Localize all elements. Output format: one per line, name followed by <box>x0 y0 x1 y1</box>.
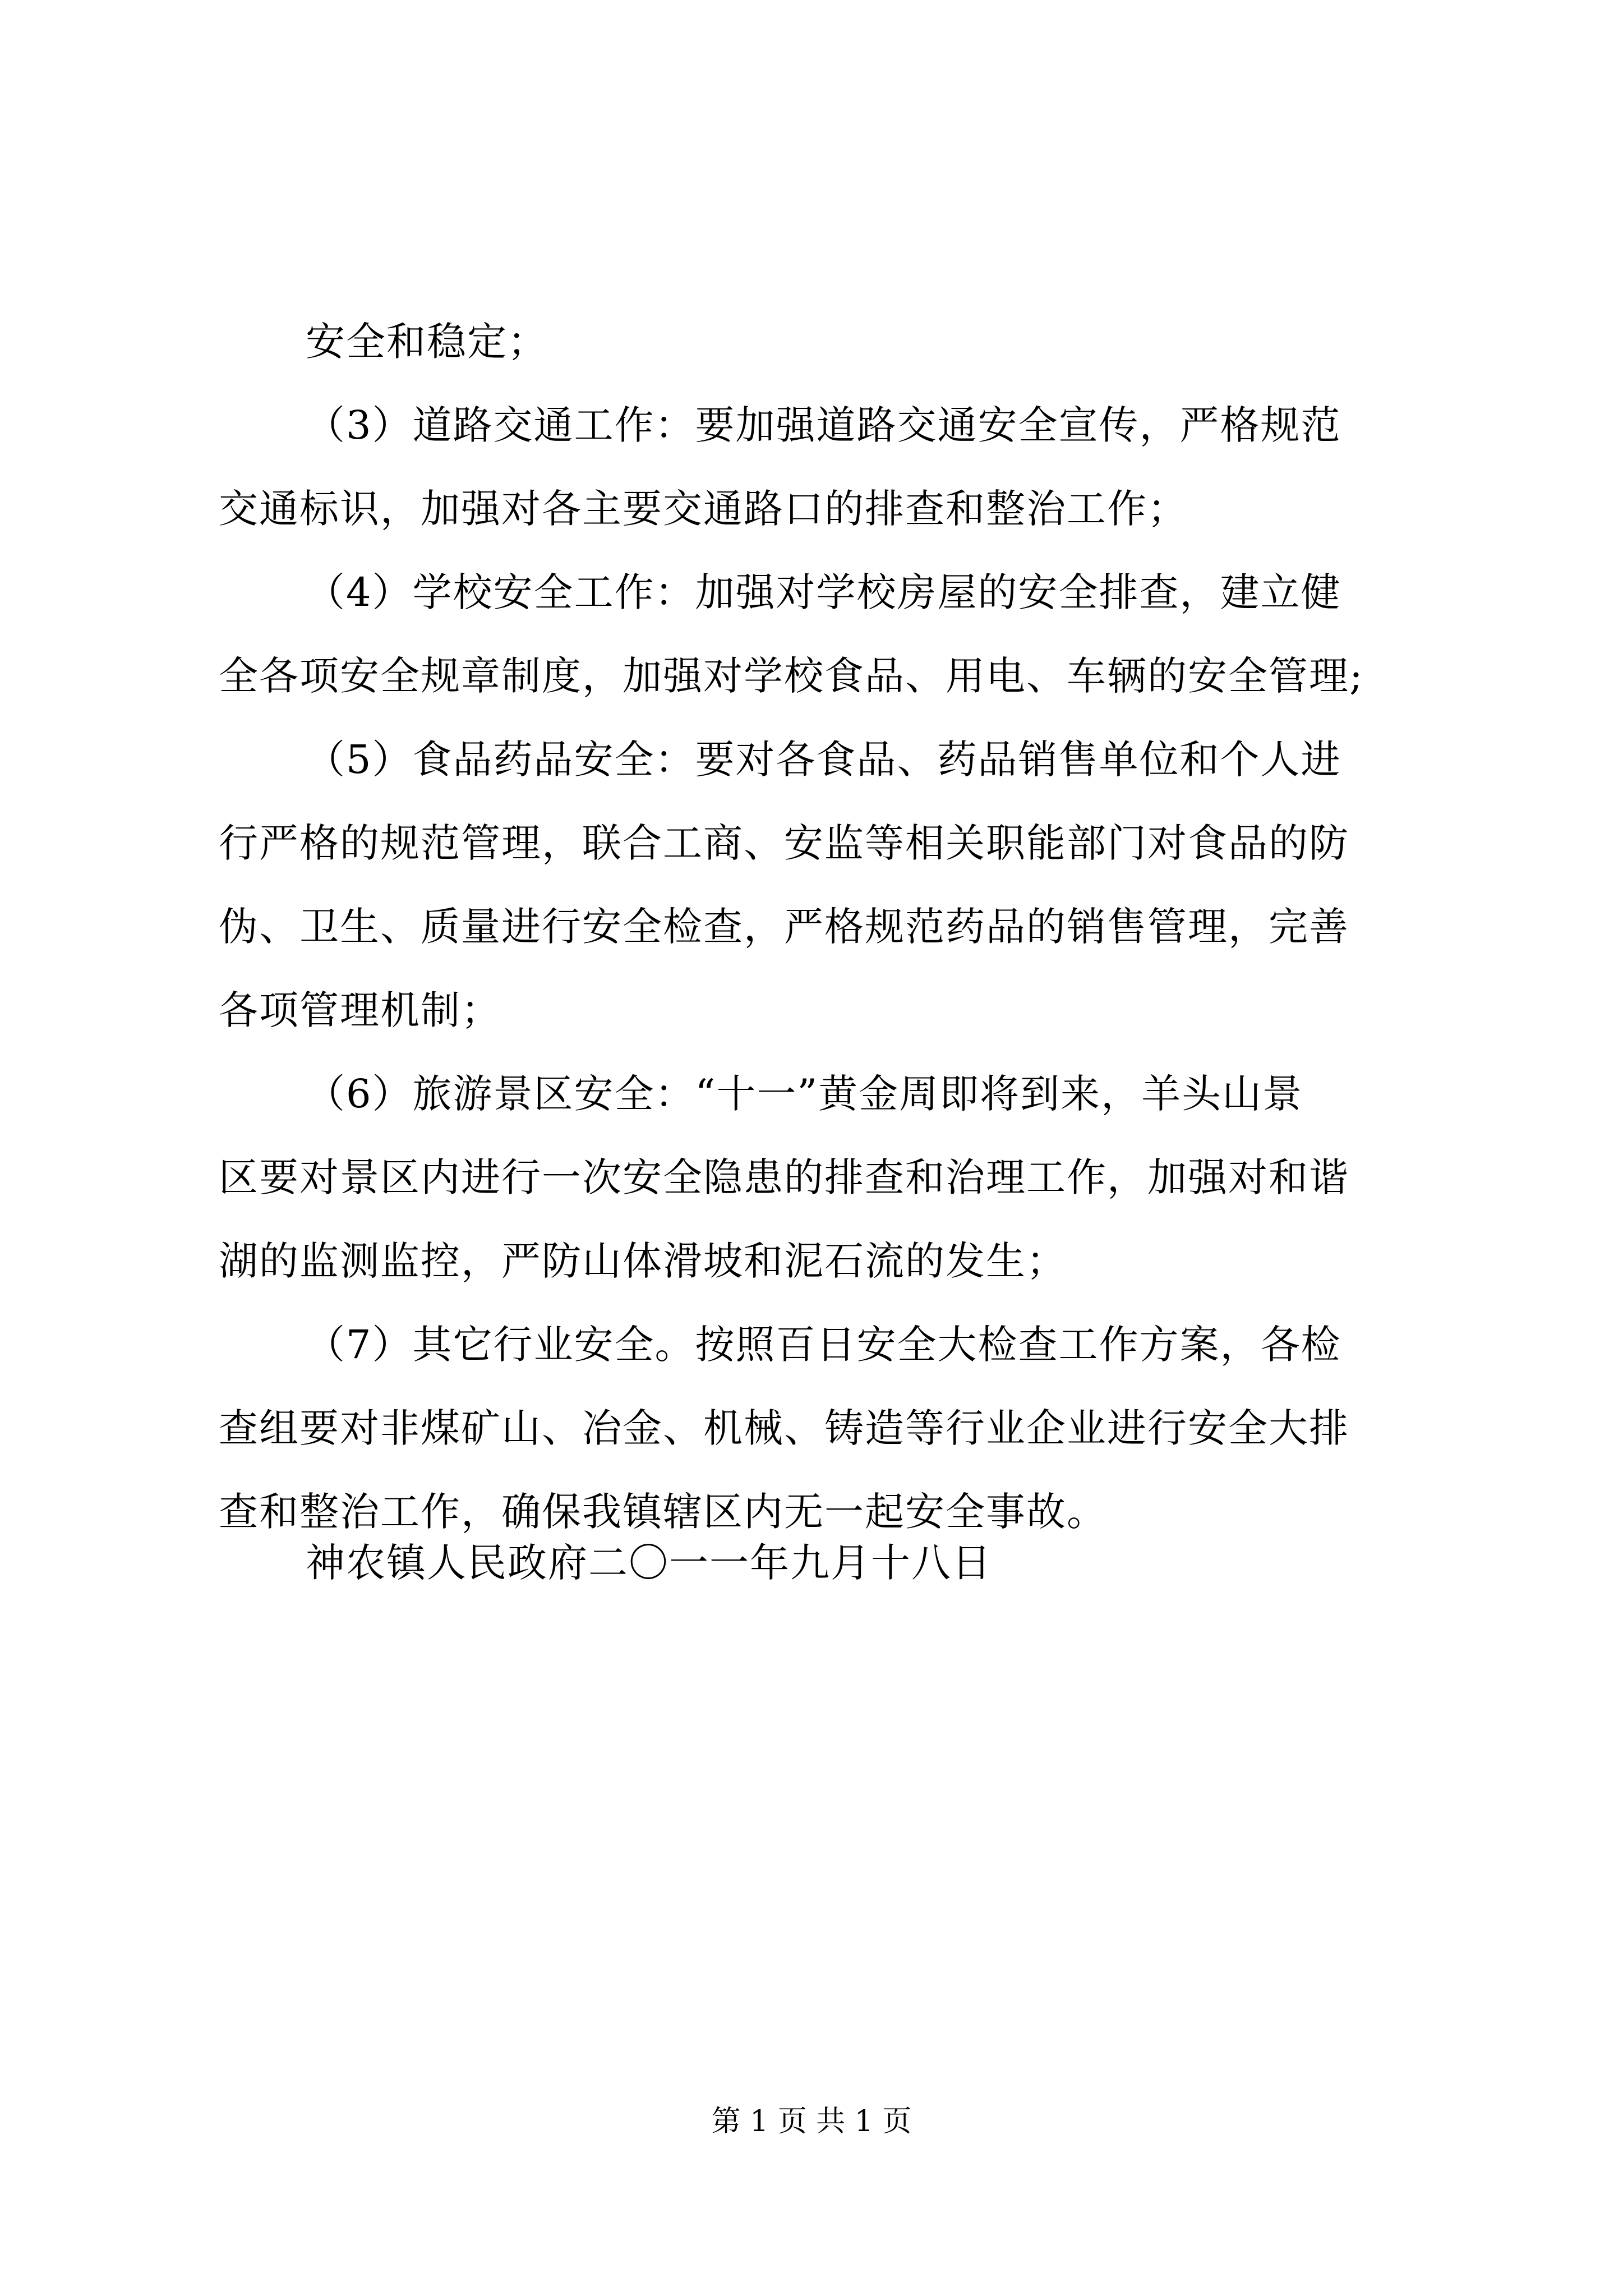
item-5-line-4: 各项管理机制； <box>219 987 501 1033</box>
item-6-line-2: 区要对景区内进行一次安全隐患的排查和治理工作，加强对和谐 <box>219 1154 1349 1200</box>
item-4-line-2: 全各项安全规章制度，加强对学校食品、用电、车辆的安全管理; <box>219 653 1364 699</box>
signature-date: 神农镇人民政府二〇一一年九月十八日 <box>306 1540 992 1586</box>
item-7-line-1: （7）其它行业安全。按照百日安全大检查工作方案，各检 <box>306 1322 1341 1368</box>
item-7-line-2: 查组要对非煤矿山、冶金、机械、铸造等行业企业进行安全大排 <box>219 1405 1349 1451</box>
item-6-line-3: 湖的监测监控，严防山体滑坡和泥石流的发生； <box>219 1238 1067 1284</box>
page-footer: 第 1 页 共 1 页 <box>711 2105 912 2138</box>
body-line: 安全和稳定； <box>306 319 548 365</box>
item-3-line-2: 交通标识，加强对各主要交通路口的排查和整治工作； <box>219 486 1188 532</box>
item-6-line-1: （6）旅游景区安全：“十一”黄金周即将到来，羊头山景 <box>306 1071 1303 1117</box>
item-5-line-2: 行严格的规范管理，联合工商、安监等相关职能部门对食品的防 <box>219 820 1349 866</box>
item-3-line-1: （3）道路交通工作：要加强道路交通安全宣传，严格规范 <box>306 402 1341 448</box>
item-5-line-1: （5）食品药品安全：要对各食品、药品销售单位和个人进 <box>306 737 1341 783</box>
item-5-line-3: 伪、卫生、质量进行安全检查，严格规范药品的销售管理，完善 <box>219 904 1349 950</box>
item-4-line-1: （4）学校安全工作：加强对学校房屋的安全排查，建立健 <box>306 569 1341 615</box>
item-7-line-3: 查和整治工作，确保我镇辖区内无一起安全事故。 <box>219 1489 1107 1535</box>
document-body <box>219 300 1419 1554</box>
